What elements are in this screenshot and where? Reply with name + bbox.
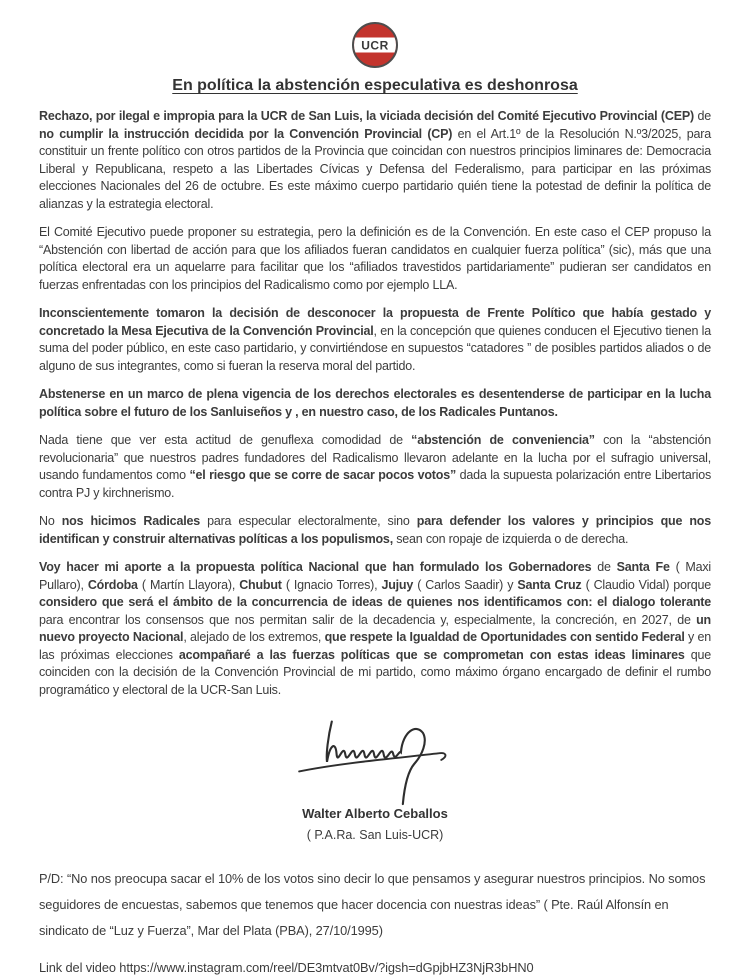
ucr-logo-band <box>352 38 398 53</box>
signature-container <box>39 710 711 806</box>
paragraph: No nos hicimos Radicales para especular electoralmente, sino para defender los valores y principios que nos identifican y construir alternativas políticas a los populismos, sean con ropaje de izquierda o de derecha. <box>39 514 711 546</box>
ucr-logo-text: UCR <box>361 38 389 52</box>
signatory-affiliation: ( P.A.Ra. San Luis-UCR) <box>306 828 444 842</box>
signatory-name: Walter Alberto Ceballos <box>302 806 448 821</box>
ucr-logo-icon <box>352 22 398 68</box>
paragraph: Inconscientemente tomaron la decisión de desconocer la propuesta de Frente Político que había gestado y concretado la Mesa Ejecutiva de la Convención Provincial, en la concepción que quienes conducen el Ejecutivo tienen la suma del poder público, en este caso partidario, y convirtiéndose en supuestos “catadores ” de posibles partidos aliados o de alguno de sus integrantes, como si fueran la reserva moral del partido. <box>39 306 711 373</box>
logo-container <box>39 22 711 68</box>
postscript: P/D: “No nos preocupa sacar el 10% de los votos sino decir lo que pensamos y asegurar nuestros principios. No somos seguidores de encuestas, sabemos que tenemos que hacer docencia con nuestras ideas” ( Pte. Raúl Alfonsín en sindicato de “Luz y Fuerza”, Mar del Plata (PBA), 27/10/1995) <box>39 871 706 938</box>
paragraph: El Comité Ejecutivo puede proponer su estrategia, pero la definición es de la Convención. En este caso el CEP propuso la “Abstención con libertad de acción para que los afiliados fueran candidatos en cualquier fuerza política” (sic), más que una política electoral era un aquelarre para facilitar que los “afiliados travestidos partidariamente” pudieran ser candidatos en fuerzas enfrentadas con los principios del Radicalismo como por ejemplo LLA. <box>39 225 711 292</box>
paragraph: Voy hacer mi aporte a la propuesta política Nacional que han formulado los Gobernadores de Santa Fe ( Maxi Pullaro), Córdoba ( Martín Llayora), Chubut ( Ignacio Torres), Jujuy ( Carlos Saadir) y Santa Cruz ( Claudio Vidal) porque considero que será el ámbito de la concurrencia de ideas de quienes nos identificamos con: el dialogo tolerante para encontrar los consensos que nos permitan salir de la decadencia y, especialmente, la concreción, en 2027, de un nuevo proyecto Nacional, alejado de los extremos, que respete la Igualdad de Oportunidades con sentido Federal y en las próximas elecciones acompañaré a las fuerzas políticas que se comprometan con estas ideas liminares que coinciden con la decisión de la Convención Provincial de mi partido, como máximo órgano encargado de definir el rumbo programático y electoral de la UCR-San Luis. <box>39 560 712 697</box>
handwritten-signature-icon <box>285 710 465 806</box>
paragraph: Nada tiene que ver esta actitud de genuflexa comodidad de “abstención de conveniencia” con la “abstención revolucionaria” que nuestros padres fundadores del Radicalismo llevaron adelante en la lucha por el sufragio universal, usando fundamentos como “el riesgo que se corre de sacar pocos votos” dada la supuesta polarización entre Libertarios contra PJ y kirchnerismo. <box>39 433 711 500</box>
paragraph: Rechazo, por ilegal e impropia para la UCR de San Luis, la viciada decisión del Comité Ejecutivo Provincial (CEP) de no cumplir la instrucción decidida por la Convención Provincial (CP) en el Art.1º de la Resolución N.º3/2025, para constituir un frente político con otros partidos de la Provincia que coincidan con nuestros principios liminares de: Democracia Liberal y Republicana, respeto a las Libertades Cívicas y Defensa del Federalismo, para participar en las próximas elecciones Nacionales del 26 de octubre. Es este máximo cuerpo partidario quién tiene la potestad de definir la política de alianzas y la estrategia electoral. <box>39 109 711 211</box>
document-paragraphs <box>39 108 711 699</box>
document-title <box>39 77 711 95</box>
paragraph: Abstenerse en un marco de plena vigencia de los derechos electorales es desentenderse de participar en la lucha política sobre el futuro de los Sanluiseños y , en nuestro caso, de los Radicales Puntanos. <box>39 387 711 419</box>
document-title-text: En política la abstención especulativa es deshonrosa <box>172 77 578 94</box>
video-link-text: Link del video https://www.instagram.com/reel/DE3mtvat0Bv/?igsh=dGpjbHZ3NjR3bHN0 <box>39 960 534 975</box>
